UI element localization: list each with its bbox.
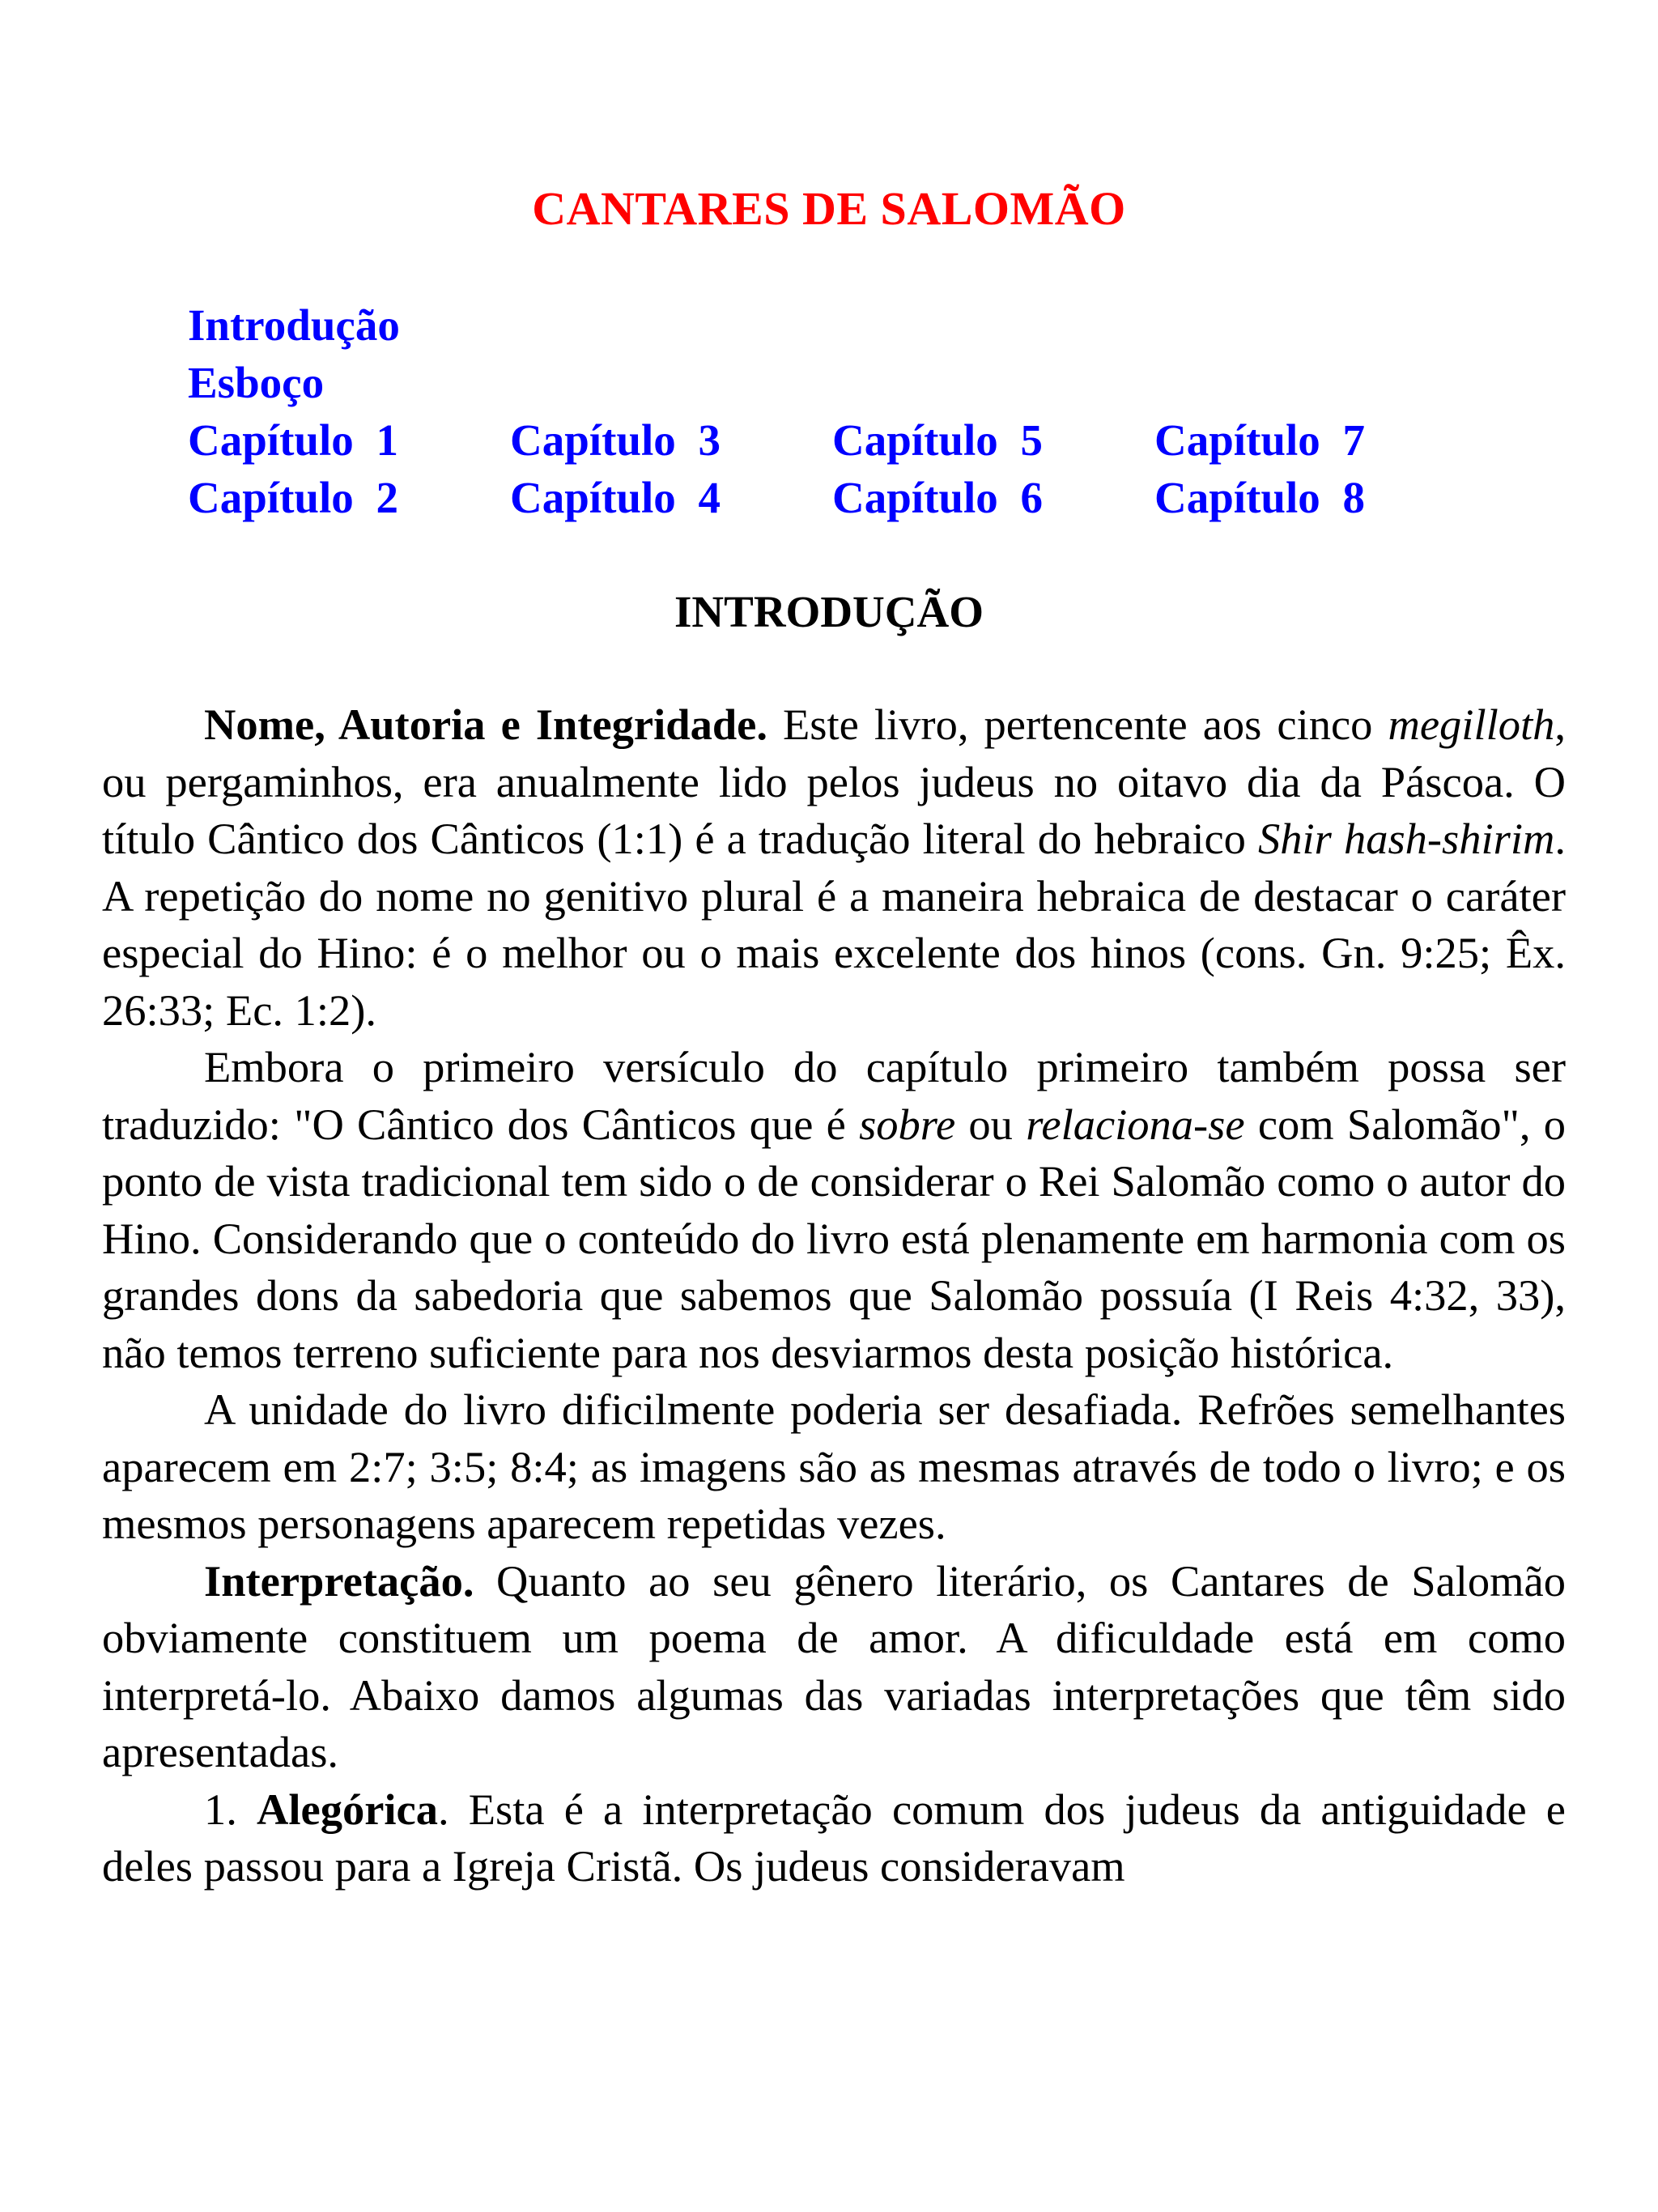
paragraph-text: Quanto ao seu gênero literário, os Cantares de Salomão obviamente constituem um poema de amor. A dificuldade está em como interpretá-lo. Abaixo damos algumas das variadas interpretações que têm sido apresentadas. [102, 1555, 1566, 1776]
toc-chapter-grid [188, 411, 1397, 526]
paragraph-lead: Nome, Autoria e Integridade. [204, 700, 767, 749]
paragraph-lead: Interpretação. [204, 1555, 474, 1606]
paragraph-unidade [102, 1381, 1566, 1553]
toc-link-capitulo-7[interactable]: Capítulo 7 [1154, 415, 1366, 465]
toc-link-introducao[interactable]: Introdução [188, 300, 400, 350]
paragraph-text: Embora o primeiro versículo do capítulo primeiro também possa ser traduzido: "O Cântico dos Cânticos que é [102, 1042, 1566, 1149]
paragraph-text: . Esta é a interpretação comum dos judeus da antiguidade e deles passou para a Igreja Cristã. Os judeus consideravam [102, 1784, 1566, 1891]
paragraph-alegorica [102, 1781, 1566, 1895]
toc-link-capitulo-3[interactable]: Capítulo 3 [510, 415, 721, 465]
paragraph-embora [102, 1039, 1566, 1381]
paragraph-lead: Alegórica [257, 1784, 438, 1834]
italic-term: relaciona-se [1026, 1099, 1245, 1149]
table-of-contents [188, 296, 1397, 526]
italic-term: Shir hash-shirim [1258, 814, 1555, 863]
toc-link-capitulo-2[interactable]: Capítulo 2 [188, 473, 399, 522]
toc-link-capitulo-1[interactable]: Capítulo 1 [188, 415, 399, 465]
body-text [102, 696, 1566, 1895]
toc-link-capitulo-4[interactable]: Capítulo 4 [510, 473, 721, 522]
paragraph-text: com Salomão", o ponto de vista tradicional tem sido o de considerar o Rei Salomão como o autor do Hino. Considerando que o conteúdo do livro está plenamente em harmonia com os grandes dons da sabedoria que sabemos que Salomão possuía (I Reis 4:32, 33), não temos terreno suficiente para nos desviarmos desta posição histórica. [102, 1099, 1567, 1377]
paragraph-nome-autoria [102, 696, 1566, 1039]
italic-term: sobre [859, 1099, 956, 1149]
paragraph-text: A unidade do livro dificilmente poderia ser desafiada. Refrões semelhantes aparecem em 2:7; 3:5; 8:4; as imagens são as mesmas através de todo o livro; e os mesmos personagens aparecem repetidas vezes. [102, 1385, 1566, 1548]
paragraph-text: . A repetição do nome no genitivo plural é a maneira hebraica de destacar o caráter especial do Hino: é o melhor ou o mais excelente dos hinos (cons. Gn. 9:25; Êx. 26:33; Ec. 1:2). [102, 814, 1566, 1035]
toc-link-capitulo-5[interactable]: Capítulo 5 [832, 415, 1044, 465]
list-number: 1. [204, 1784, 257, 1834]
paragraph-interpretacao [102, 1553, 1566, 1781]
section-heading-introducao: INTRODUÇÃO [674, 587, 984, 636]
page-title: CANTARES DE SALOMÃO [532, 182, 1126, 235]
toc-link-esboco[interactable]: Esboço [188, 358, 325, 407]
toc-link-capitulo-8[interactable]: Capítulo 8 [1154, 473, 1366, 522]
paragraph-text: ou [955, 1099, 1027, 1149]
paragraph-text: , ou pergaminhos, era anualmente lido pelos judeus no oitavo dia da Páscoa. O título Cântico dos Cânticos (1:1) é a tradução literal do hebraico [102, 700, 1566, 863]
paragraph-text: Este livro, pertencente aos cinco [767, 700, 1388, 749]
italic-term: megilloth [1388, 700, 1555, 749]
toc-link-capitulo-6[interactable]: Capítulo 6 [832, 473, 1044, 522]
